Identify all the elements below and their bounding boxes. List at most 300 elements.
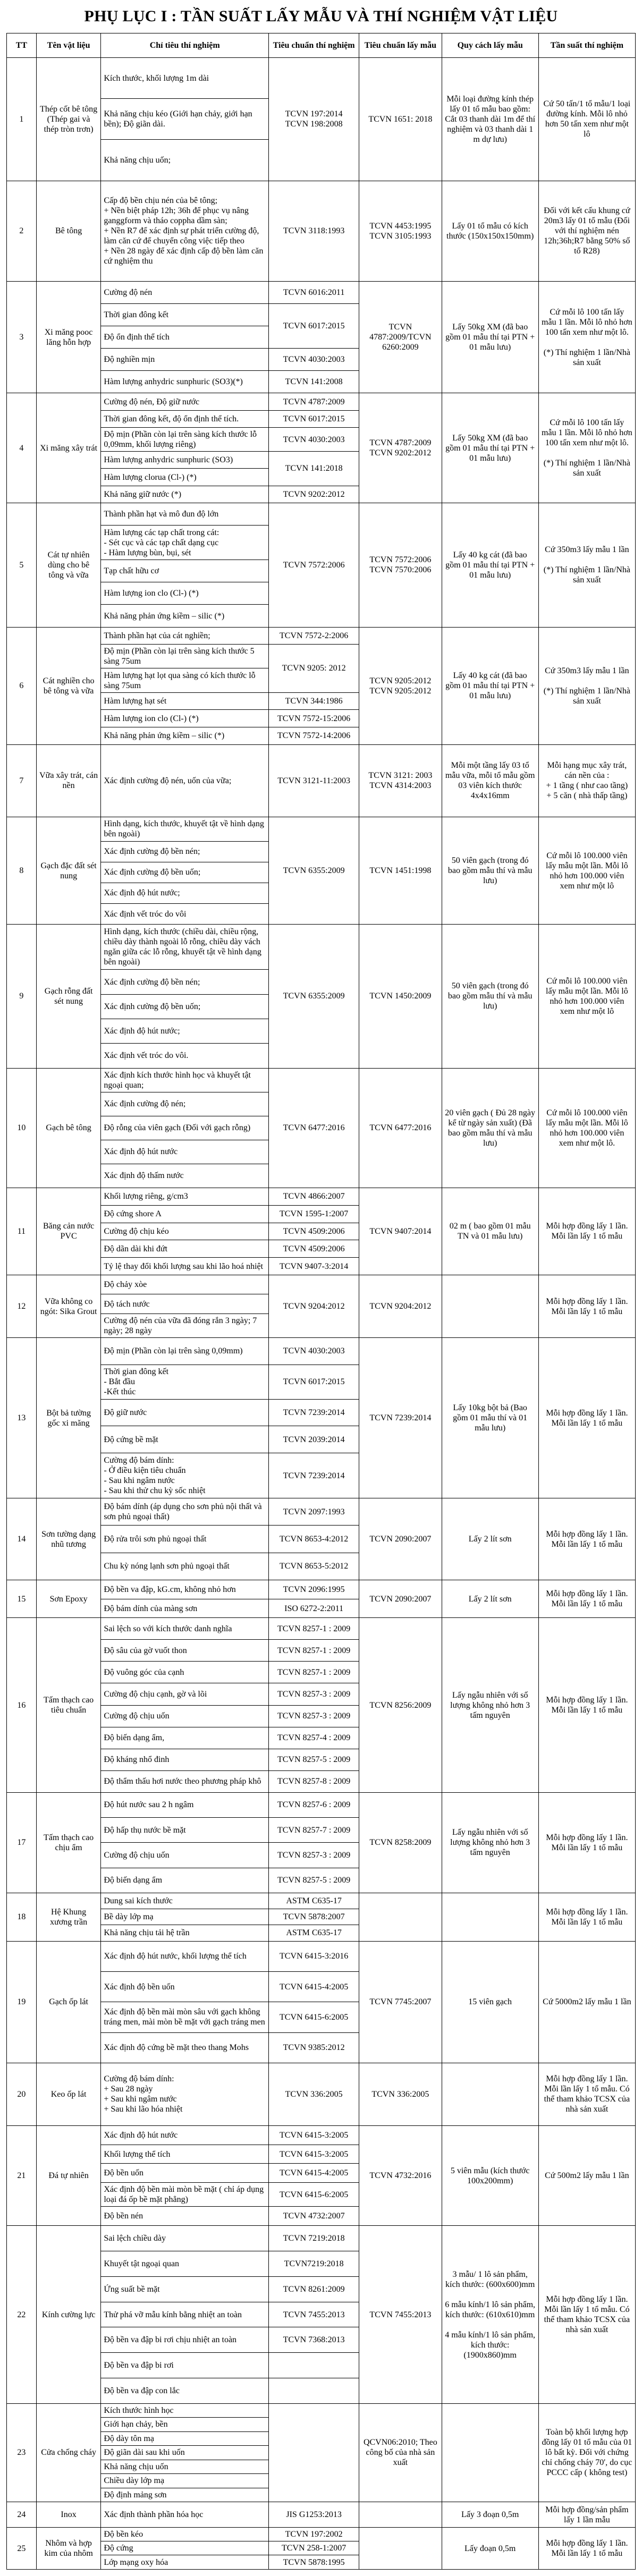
test-criterion: Độ dày tôn mạ bbox=[101, 2431, 269, 2445]
test-frequency: Mỗi hợp đồng lấy 1 lần. Mỗi lần lấy 1 tổ mẫu bbox=[538, 1188, 635, 1275]
test-criterion: Độ bền kéo bbox=[101, 2528, 269, 2541]
test-standard: ASTM C635-17 bbox=[269, 1925, 359, 1941]
sampling-method: Lấy ngẫu nhiên với số lượng không nhỏ hơn 3 tấm nguyên bbox=[442, 1792, 538, 1893]
test-standard: TCVN 8257-5 : 2009 bbox=[269, 1749, 359, 1770]
table-row bbox=[7, 817, 636, 841]
test-standard: TCVN 3118:1993 bbox=[269, 181, 359, 281]
sampling-method: Lấy 3 đoạn 0,5m bbox=[442, 2502, 538, 2527]
table-row bbox=[7, 2502, 636, 2527]
test-criterion: Cấp độ bền chịu nén của bê tông; + Nền biệt pháp 12h; 36h để phục vụ nâng ganggform và tháo coppha dầm sàn; + Nền R7 để xác định sự phát triển cường độ, làm căn cứ để chuyển công việc tiếp theo + Nền 28 ngày để xác định cấp độ bền làm căn cứ nghiệm thu bbox=[101, 181, 269, 281]
test-frequency: Mỗi hợp đồng lấy 1 lần. Mỗi lần lấy 1 tổ mẫu. Có thể tham khảo TCSX của nhà sản xuất bbox=[538, 2063, 635, 2125]
material-name: Thép cốt bê tông (Thép gai và thép tròn trơn) bbox=[36, 58, 100, 181]
test-criterion: Xác định độ cứng bề mặt theo thang Mohs bbox=[101, 2032, 269, 2063]
test-standard: TCVN 8257-7 : 2009 bbox=[269, 1818, 359, 1843]
material-name: Sơn tường dạng nhũ tương bbox=[36, 1498, 100, 1580]
material-name: Sơn Epoxy bbox=[36, 1580, 100, 1618]
test-criterion: Độ hấp thụ nước bề mặt bbox=[101, 1818, 269, 1843]
material-name: Nhôm và hợp kim của nhôm bbox=[36, 2528, 100, 2570]
test-criterion: Khả năng giữ nước (*) bbox=[101, 486, 269, 503]
table-row bbox=[7, 281, 636, 303]
test-criterion: Xác định độ hút nước bbox=[101, 2125, 269, 2145]
test-standard: ISO 6272-2:2011 bbox=[269, 1599, 359, 1618]
test-standard: TCVN 8257-4 : 2009 bbox=[269, 1727, 359, 1749]
test-standard: TCVN 8257-5 : 2009 bbox=[269, 1868, 359, 1893]
row-number: 1 bbox=[7, 58, 37, 181]
test-criterion: Độ bền nén bbox=[101, 2207, 269, 2226]
test-criterion: Xác định vết tróc do vôi bbox=[101, 903, 269, 924]
test-criterion: Tỷ lệ thay đổi khối lượng sau khi lão hoá nhiệt bbox=[101, 1258, 269, 1275]
test-criterion: Hàm lượng hạt lọt qua sàng có kích thước lỗ sàng 75um bbox=[101, 668, 269, 692]
sampling-standard: TCVN 7572:2006 TCVN 7570:2006 bbox=[359, 503, 442, 627]
test-criterion: Chiều dày lớp mạ bbox=[101, 2474, 269, 2488]
test-criterion: Lớp mạng oxy hóa bbox=[101, 2555, 269, 2570]
material-name: Gạch đặc đất sét nung bbox=[36, 817, 100, 925]
test-frequency: Cứ 500m2 lấy mẫu 1 lần bbox=[538, 2125, 635, 2225]
test-criterion: Độ biến dạng ẩm, bbox=[101, 1727, 269, 1749]
test-criterion: Độ rửa trôi sơn phủ ngoại thất bbox=[101, 1526, 269, 1553]
test-criterion: Xác định độ hút nước, khối lượng thể tích bbox=[101, 1941, 269, 1971]
test-criterion: Độ bám dính (áp dụng cho sơn phủ nội thất và sơn phủ ngoại thất) bbox=[101, 1498, 269, 1526]
test-criterion: Độ mịn (Phần còn lại trên sàng 0,09mm) bbox=[101, 1338, 269, 1365]
test-criterion: Độ bền va đập, kG.cm, không nhỏ hơn bbox=[101, 1580, 269, 1599]
row-number: 25 bbox=[7, 2528, 37, 2570]
material-name: Đá tự nhiên bbox=[36, 2125, 100, 2225]
material-name: Tấm thạch cao tiêu chuẩn bbox=[36, 1618, 100, 1792]
test-criterion: Độ bền va đập con lắc bbox=[101, 2378, 269, 2404]
material-name: Kính cường lực bbox=[36, 2226, 100, 2404]
test-criterion: Xác định kích thước hình học và khuyết tật ngoại quan; bbox=[101, 1068, 269, 1092]
test-standard: TCVN 4030:2003 bbox=[269, 427, 359, 451]
test-criterion: Xác định độ thấm nước bbox=[101, 1164, 269, 1188]
test-standard: TCVN 9407-3:2014 bbox=[269, 1258, 359, 1275]
test-criterion: Xác định thành phần hóa học bbox=[101, 2502, 269, 2527]
test-standard: TCVN 7572-15:2006 bbox=[269, 710, 359, 727]
test-standard: TCVN 7572-2:2006 bbox=[269, 627, 359, 645]
test-criterion: Xác định cường độ bền uốn; bbox=[101, 994, 269, 1019]
sampling-standard: TCVN 7455:2013 bbox=[359, 2226, 442, 2404]
test-criterion: Thử phá vỡ mẫu kính bằng nhiệt an toàn bbox=[101, 2302, 269, 2327]
test-frequency: Mỗi hợp đồng lấy 1 lần. Mỗi lần lấy 1 tổ mẫu bbox=[538, 2528, 635, 2570]
test-criterion: Độ bền uốn bbox=[101, 2164, 269, 2183]
table-row bbox=[7, 1580, 636, 1599]
test-criterion: Khả năng phản ứng kiềm – silic (*) bbox=[101, 727, 269, 744]
test-criterion: Độ bền va đập bi rơi chịu nhiệt an toàn bbox=[101, 2327, 269, 2353]
table-row bbox=[7, 744, 636, 817]
sampling-method: Mỗi loại đường kính thép lấy 01 tổ mẫu bao gồm: Cắt 03 thanh dài 1m để thí nghiệm và 03 thanh dài 1 m dự lưu) bbox=[442, 58, 538, 181]
sampling-method: 50 viên gạch (trong đó bao gồm mẫu thí và mẫu lưu) bbox=[442, 925, 538, 1068]
test-standard: TCVN 141:2008 bbox=[269, 371, 359, 393]
sampling-method bbox=[442, 2063, 538, 2125]
test-frequency: Mỗi hợp đồng/sản phẩm lấy 1 lần mẫu bbox=[538, 2502, 635, 2527]
test-criterion: Cường độ nén, Độ giữ nước bbox=[101, 393, 269, 410]
test-criterion: Độ mịn (Phần còn lại trên sàng kích thước lỗ 0,09mm, khối lượng riêng) bbox=[101, 427, 269, 451]
test-criterion: Độ biến dạng ẩm bbox=[101, 1868, 269, 1893]
test-standard: TCVN 6415-3:2016 bbox=[269, 1941, 359, 1971]
test-standard: TCVN 9202:2012 bbox=[269, 486, 359, 503]
test-standard: TCVN 2039:2014 bbox=[269, 1426, 359, 1453]
test-criterion: Xác định vết tróc do vôi. bbox=[101, 1044, 269, 1068]
test-criterion: Chu kỳ nóng lạnh sơn phủ ngoại thất bbox=[101, 1553, 269, 1580]
row-number: 14 bbox=[7, 1498, 37, 1580]
sampling-method bbox=[442, 1893, 538, 1941]
header-tt: TT bbox=[7, 33, 37, 58]
test-standard: TCVN 6415-4:2005 bbox=[269, 1971, 359, 2002]
test-standard: TCVN 8257-8 : 2009 bbox=[269, 1770, 359, 1792]
test-frequency: Cứ 50 tấn/1 tổ mẫu/1 loại đường kính. Mỗi lô nhỏ hơn 50 tấn xem như một lô bbox=[538, 58, 635, 181]
row-number: 7 bbox=[7, 744, 37, 817]
test-standard: TCVN 9205: 2012 bbox=[269, 645, 359, 693]
table-body bbox=[7, 58, 636, 2570]
test-criterion: Độ giữ nước bbox=[101, 1399, 269, 1426]
material-name: Xi măng xây trát bbox=[36, 393, 100, 503]
test-criterion: Khả năng chịu kéo (Giới hạn chảy, giới hạn bền); Độ giãn dài. bbox=[101, 99, 269, 140]
test-standard: TCVN 1595-1:2007 bbox=[269, 1205, 359, 1223]
sampling-method: 50 viên gạch (trong đó bao gồm mẫu thí và mẫu lưu) bbox=[442, 817, 538, 925]
test-standard: TCVN 6016:2011 bbox=[269, 281, 359, 303]
test-criterion: Kích thước hình học bbox=[101, 2403, 269, 2417]
test-criterion: Cường độ bám dính: + Sau 28 ngày + Sau khi ngâm nước + Sau khi lão hóa nhiệt bbox=[101, 2063, 269, 2125]
test-frequency: Cứ mỗi lô 100 tấn lấy mẫu 1 lần. Mỗi lô nhỏ hơn 100 tấn xem như một lô. (*) Thí nghiệm 1 lần/Nhà sản xuất bbox=[538, 393, 635, 503]
test-criterion: Khối lượng thể tích bbox=[101, 2145, 269, 2164]
test-standard: TCVN 9204:2012 bbox=[269, 1275, 359, 1337]
sampling-standard: TCVN 3121: 2003 TCVN 4314:2003 bbox=[359, 744, 442, 817]
test-criterion: Xác định độ hút nước; bbox=[101, 1019, 269, 1043]
test-standard: TCVN 8257-3 : 2009 bbox=[269, 1683, 359, 1705]
row-number: 19 bbox=[7, 1941, 37, 2063]
test-standard: JIS G1253:2013 bbox=[269, 2502, 359, 2527]
test-criterion: Giới hạn chảy, bền bbox=[101, 2418, 269, 2431]
test-frequency: Cứ mỗi lô 100.000 viên lấy mẫu một lần. Mỗi lô nhỏ hơn 100.000 viên xem như một lô bbox=[538, 925, 635, 1068]
test-standard bbox=[269, 2353, 359, 2378]
row-number: 13 bbox=[7, 1338, 37, 1498]
table-row bbox=[7, 2528, 636, 2541]
test-criterion: Thành phần hạt và mô đun độ lớn bbox=[101, 503, 269, 525]
test-criterion: Độ kháng nhổ đinh bbox=[101, 1749, 269, 1770]
test-standard: TCVN 7455:2013 bbox=[269, 2302, 359, 2327]
test-criterion: Độ thẩm thấu hơi nước theo phương pháp khô bbox=[101, 1770, 269, 1792]
test-frequency: Mỗi hợp đồng lấy 1 lần. Mỗi lần lấy 1 tổ mẫu bbox=[538, 1498, 635, 1580]
table-row bbox=[7, 2063, 636, 2125]
test-standard: TCVN 8257-1 : 2009 bbox=[269, 1662, 359, 1683]
material-name: Cửa chống cháy bbox=[36, 2403, 100, 2502]
table-header-row bbox=[7, 33, 636, 58]
table-row bbox=[7, 1338, 636, 1365]
sampling-method: Lấy 2 lít sơn bbox=[442, 1498, 538, 1580]
test-criterion: Cường độ bám dính: - Ở điều kiện tiêu chuẩn - Sau khi ngâm nước - Sau khi thử chu kỳ sốc nhiệt bbox=[101, 1453, 269, 1498]
test-criterion: Xác định cường độ bền nén; bbox=[101, 841, 269, 862]
table-row bbox=[7, 181, 636, 281]
test-criterion: Hình dạng, kích thước (chiều dài, chiều rộng, chiều dày thành ngoài lỗ rỗng, chiều dày vách ngăn giữa các lỗ rỗng, khuyết tật về hình dạng bên ngoài) bbox=[101, 925, 269, 970]
test-standard: TCVN 4030:2003 bbox=[269, 1338, 359, 1365]
table-row bbox=[7, 2403, 636, 2417]
test-standard: TCVN 6355:2009 bbox=[269, 817, 359, 925]
row-number: 10 bbox=[7, 1068, 37, 1188]
row-number: 3 bbox=[7, 281, 37, 393]
test-standard: TCVN 2096:1995 bbox=[269, 1580, 359, 1599]
test-criterion: Xác định cường độ bền uốn; bbox=[101, 862, 269, 883]
test-standard: TCVN 336:2005 bbox=[269, 2063, 359, 2125]
table-row bbox=[7, 503, 636, 525]
test-standard: TCVN 5878:1995 bbox=[269, 2555, 359, 2570]
table-row bbox=[7, 1275, 636, 1294]
test-standard bbox=[269, 2403, 359, 2502]
test-standard: TCVN 6017:2015 bbox=[269, 1365, 359, 1399]
row-number: 4 bbox=[7, 393, 37, 503]
table-row bbox=[7, 2125, 636, 2145]
test-standard: TCVN 5878:2007 bbox=[269, 1909, 359, 1925]
material-name: Gạch bê tông bbox=[36, 1068, 100, 1188]
material-name: Vữa xây trát, cán nền bbox=[36, 744, 100, 817]
test-criterion: Khả năng chịu tải hệ trần bbox=[101, 1925, 269, 1941]
test-criterion: Xác định cường độ nén, uốn của vữa; bbox=[101, 744, 269, 817]
test-criterion: Xác định độ hút nước bbox=[101, 1140, 269, 1164]
test-criterion: Cường độ chịu cạnh, gờ và lõi bbox=[101, 1683, 269, 1705]
test-criterion: Hàm lượng anhydric sunphuric (SO3) bbox=[101, 452, 269, 469]
table-row bbox=[7, 1068, 636, 1092]
sampling-standard: TCVN 336:2005 bbox=[359, 2063, 442, 2125]
test-standard: TCVN 7572:2006 bbox=[269, 503, 359, 627]
sampling-method: Lấy 50kg XM (đã bao gồm 01 mẫu thí tại PTN + 01 mẫu lưu) bbox=[442, 281, 538, 393]
test-criterion: Độ cứng bbox=[101, 2541, 269, 2555]
test-criterion: Hàm lượng hạt sét bbox=[101, 692, 269, 710]
test-criterion: Bề dày lớp mạ bbox=[101, 1909, 269, 1925]
test-standard: TCVN 8257-6 : 2009 bbox=[269, 1792, 359, 1817]
sampling-method: Lấy 2 lít sơn bbox=[442, 1580, 538, 1618]
table-row bbox=[7, 925, 636, 970]
test-frequency: Mỗi hợp đồng lấy 1 lần. Mỗi lần lấy 1 tổ mẫu bbox=[538, 1338, 635, 1498]
sampling-standard bbox=[359, 2502, 442, 2527]
row-number: 24 bbox=[7, 2502, 37, 2527]
sampling-method: 5 viên mẫu (kích thước 100x200mm) bbox=[442, 2125, 538, 2225]
table-row bbox=[7, 627, 636, 645]
sampling-method: 15 viên gạch bbox=[442, 1941, 538, 2063]
test-criterion: Xác định cường độ nén; bbox=[101, 1092, 269, 1116]
test-criterion: Hàm lượng các tạp chất trong cát: - Sét cục và các tạp chất dạng cục - Hàm lượng bùn, bụi, sét bbox=[101, 526, 269, 560]
test-frequency: Cứ 350m3 lấy mẫu 1 lần (*) Thí nghiệm 1 lần/Nhà sản xuất bbox=[538, 503, 635, 627]
test-standard: TCVN 7219:2018 bbox=[269, 2226, 359, 2251]
row-number: 18 bbox=[7, 1893, 37, 1941]
row-number: 8 bbox=[7, 817, 37, 925]
sampling-standard: TCVN 2090:2007 bbox=[359, 1498, 442, 1580]
table-row bbox=[7, 58, 636, 99]
test-criterion: Cường độ chịu uốn bbox=[101, 1843, 269, 1868]
test-standard: TCVN 6415-3:2005 bbox=[269, 2145, 359, 2164]
test-standard: TCVN 6477:2016 bbox=[269, 1068, 359, 1188]
sampling-standard: TCVN 4732:2016 bbox=[359, 2125, 442, 2225]
header-test-frequency: Tần suất thí nghiệm bbox=[538, 33, 635, 58]
sampling-method: 20 viên gạch ( Đủ 28 ngày kể từ ngày sản xuất) (Đã bao gồm mẫu thí và mẫu lưu) bbox=[442, 1068, 538, 1188]
sampling-method: Lấy ngẫu nhiên với số lượng không nhỏ hơn 3 tấm nguyên bbox=[442, 1618, 538, 1792]
test-standard: TCVN 4509:2006 bbox=[269, 1240, 359, 1258]
test-criterion: Cường độ chịu kéo bbox=[101, 1223, 269, 1240]
test-standard: TCVN 6017:2015 bbox=[269, 410, 359, 427]
sampling-method: Lấy 50kg XM (đã bao gồm 01 mẫu thí tại PTN + 01 mẫu lưu) bbox=[442, 393, 538, 503]
test-criterion: Hàm lượng clorua (Cl-) (*) bbox=[101, 469, 269, 486]
test-criterion: Hàm lượng anhydric sunphuric (SO3)(*) bbox=[101, 371, 269, 393]
test-standard: TCVN 8257-1 : 2009 bbox=[269, 1640, 359, 1662]
test-standard: TCVN 4030:2003 bbox=[269, 349, 359, 371]
test-criterion: Khả năng phản ứng kiềm – silic (*) bbox=[101, 605, 269, 627]
test-standard: TCVN 197:2014 TCVN 198:2008 bbox=[269, 58, 359, 181]
test-frequency: Mỗi hợp đồng lấy 1 lần. Mỗi lần lấy 1 tổ mẫu bbox=[538, 1580, 635, 1618]
test-standard: TCVN 6415-3:2005 bbox=[269, 2125, 359, 2145]
row-number: 2 bbox=[7, 181, 37, 281]
test-criterion: Độ rỗng của viên gạch (Đối với gạch rỗng) bbox=[101, 1116, 269, 1140]
test-criterion: Xác định độ hút nước; bbox=[101, 883, 269, 903]
test-standard: TCVN 6415-6:2005 bbox=[269, 2002, 359, 2032]
table-row bbox=[7, 1792, 636, 1817]
test-criterion: Thời gian đông kết bbox=[101, 304, 269, 326]
sampling-method: 3 mẫu/ 1 lô sản phẩm, kích thước: (600x600)mm 6 mẫu kính/1 lô sản phẩm, kích thước: (610x610)mm 4 mẫu kính/1 lô sản phẩm, kích thước: (1900x860)mm bbox=[442, 2226, 538, 2404]
test-standard: TCVN 6017:2015 bbox=[269, 304, 359, 349]
sampling-standard: TCVN 9205:2012 TCVN 9205:2012 bbox=[359, 627, 442, 744]
sampling-standard: TCVN 4453:1995 TCVN 3105:1993 bbox=[359, 181, 442, 281]
page-title: PHỤ LỤC I : TẦN SUẤT LẤY MẪU VÀ THÍ NGHIỆM VẬT LIỆU bbox=[84, 7, 558, 25]
test-standard: TCVN 7239:2014 bbox=[269, 1453, 359, 1498]
test-standard: TCVN 6355:2009 bbox=[269, 925, 359, 1068]
test-criterion: Cường độ chịu uốn bbox=[101, 1705, 269, 1727]
test-standard: TCVN 4732:2007 bbox=[269, 2207, 359, 2226]
test-criterion: Cường độ nén bbox=[101, 281, 269, 303]
test-criterion: Độ bám dính của màng sơn bbox=[101, 1599, 269, 1618]
test-frequency: Cứ mỗi lô 100.000 viên lấy mẫu một lần. Mỗi lô nhỏ hơn 100.000 viên xem như một lô. bbox=[538, 1068, 635, 1188]
row-number: 12 bbox=[7, 1275, 37, 1337]
sampling-method: Lấy 40 kg cát (đã bao gồm 01 mẫu thí tại PTN + 01 mẫu lưu) bbox=[442, 627, 538, 744]
test-criterion: Hàm lượng ion clo (Cl-) (*) bbox=[101, 710, 269, 727]
material-name: Cát tự nhiên dùng cho bê tông và vữa bbox=[36, 503, 100, 627]
test-criterion: Độ giãn dài sau khi uốn bbox=[101, 2446, 269, 2460]
test-frequency: Toàn bộ khối lượng hợp đồng lấy 01 tổ mẫu của 01 lô bất kỳ. Đối với chứng chỉ chống cháy 70', do cục PCCC cấp ( không test) bbox=[538, 2403, 635, 2502]
material-name: Cát nghiền cho bê tông và vữa bbox=[36, 627, 100, 744]
sampling-standard: TCVN 4787:2009 TCVN 9202:2012 bbox=[359, 393, 442, 503]
material-name: Inox bbox=[36, 2502, 100, 2527]
test-standard: TCVN 8653-5:2012 bbox=[269, 1553, 359, 1580]
test-criterion: Thời gian đông kết - Bắt đầu -Kết thúc bbox=[101, 1365, 269, 1399]
test-standard: TCVN 258-1:2007 bbox=[269, 2541, 359, 2555]
test-criterion: Sai lệch so với kích thước danh nghĩa bbox=[101, 1618, 269, 1640]
test-frequency: Mỗi hợp đồng lấy 1 lần. Mỗi lần lấy 1 tổ mẫu bbox=[538, 1275, 635, 1337]
sampling-standard: TCVN 7745:2007 bbox=[359, 1941, 442, 2063]
test-criterion: Độ dãn dài khi đứt bbox=[101, 1240, 269, 1258]
test-criterion: Sai lệch chiều dày bbox=[101, 2226, 269, 2251]
test-frequency: Mỗi hợp đồng lấy 1 lần. Mỗi lần lấy 1 tổ mẫu bbox=[538, 1618, 635, 1792]
test-standard: TCVN 8257-1 : 2009 bbox=[269, 1618, 359, 1640]
material-name: Băng cản nước PVC bbox=[36, 1188, 100, 1275]
table-row bbox=[7, 1188, 636, 1205]
sampling-standard: TCVN 1450:2009 bbox=[359, 925, 442, 1068]
test-criterion: Độ mịn (Phần còn lại trên sàng kích thước 5 sàng 75um bbox=[101, 645, 269, 668]
test-criterion: Khối lượng riêng, g/cm3 bbox=[101, 1188, 269, 1205]
test-criterion: Khả năng chịu uốn bbox=[101, 2460, 269, 2473]
test-criterion: Ứng suất bề mặt bbox=[101, 2276, 269, 2302]
table-row bbox=[7, 1618, 636, 1640]
test-standard: TCVN 8257-3 : 2009 bbox=[269, 1705, 359, 1727]
test-standard: TCVN7219:2018 bbox=[269, 2251, 359, 2277]
test-standard: TCVN 7239:2014 bbox=[269, 1399, 359, 1426]
test-criterion: Khuyết tật ngoại quan bbox=[101, 2251, 269, 2277]
row-number: 17 bbox=[7, 1792, 37, 1893]
test-criterion: Độ chảy xòe bbox=[101, 1275, 269, 1294]
sampling-standard: TCVN 4787:2009/TCVN 6260:2009 bbox=[359, 281, 442, 393]
sampling-method bbox=[442, 1275, 538, 1337]
test-criterion: Độ nghiền mịn bbox=[101, 349, 269, 371]
test-frequency: Mỗi hợp đồng lấy 1 lần. Mỗi lần lấy 1 tổ mẫu bbox=[538, 1792, 635, 1893]
material-sampling-table bbox=[6, 33, 636, 2570]
test-standard: TCVN 197:2002 bbox=[269, 2528, 359, 2541]
test-standard: TCVN 8653-4:2012 bbox=[269, 1526, 359, 1553]
sampling-method: Lấy 01 tổ mẫu có kích thước (150x150x150mm) bbox=[442, 181, 538, 281]
test-frequency: Cứ mỗi lô 100.000 viên lấy mẫu một lần. Mỗi lô nhỏ hơn 100.000 viên xem như một lô bbox=[538, 817, 635, 925]
test-criterion: Dung sai kích thước bbox=[101, 1893, 269, 1909]
row-number: 11 bbox=[7, 1188, 37, 1275]
header-sampling-standard: Tiêu chuẩn lấy mẫu bbox=[359, 33, 442, 58]
header-material-name: Tên vật liệu bbox=[36, 33, 100, 58]
row-number: 5 bbox=[7, 503, 37, 627]
material-name: Xi măng pooc lăng hỗn hợp bbox=[36, 281, 100, 393]
test-criterion: Độ tách nước bbox=[101, 1294, 269, 1314]
sampling-standard: TCVN 8256:2009 bbox=[359, 1618, 442, 1792]
material-name: Vữa không co ngót: Sika Grout bbox=[36, 1275, 100, 1337]
sampling-method: 02 m ( bao gồm 01 mẫu TN và 01 mẫu lưu) bbox=[442, 1188, 538, 1275]
test-frequency: Cứ 5000m2 lấy mẫu 1 lần bbox=[538, 1941, 635, 2063]
sampling-standard: QCVN06:2010; Theo công bố của nhà sản xuất bbox=[359, 2403, 442, 2502]
test-standard: TCVN 6415-6:2005 bbox=[269, 2183, 359, 2207]
test-criterion: Độ định mảng sơn bbox=[101, 2488, 269, 2502]
test-criterion: Hình dạng, kích thước, khuyết tật về hình dạng bên ngoài) bbox=[101, 817, 269, 841]
test-criterion: Thành phần hạt của cát nghiền; bbox=[101, 627, 269, 645]
test-criterion: Khả năng chịu uốn; bbox=[101, 140, 269, 181]
test-standard: TCVN 7368:2013 bbox=[269, 2327, 359, 2353]
sampling-method: Lấy đoạn 0,5m bbox=[442, 2528, 538, 2570]
row-number: 22 bbox=[7, 2226, 37, 2404]
row-number: 9 bbox=[7, 925, 37, 1068]
test-standard: TCVN 344:1986 bbox=[269, 692, 359, 710]
material-name: Hệ Khung xương trần bbox=[36, 1893, 100, 1941]
test-criterion: Độ cứng shore A bbox=[101, 1205, 269, 1223]
test-standard: TCVN 4787:2009 bbox=[269, 393, 359, 410]
test-criterion: Độ vuông góc của cạnh bbox=[101, 1662, 269, 1683]
test-criterion: Thời gian đông kết, độ ổn định thể tích. bbox=[101, 410, 269, 427]
test-criterion: Độ cứng bề mặt bbox=[101, 1426, 269, 1453]
sampling-standard: TCVN 2090:2007 bbox=[359, 1580, 442, 1618]
material-name: Keo ốp lát bbox=[36, 2063, 100, 2125]
test-standard: TCVN 4866:2007 bbox=[269, 1188, 359, 1205]
material-name: Gạch ốp lát bbox=[36, 1941, 100, 2063]
sampling-standard: TCVN 7239:2014 bbox=[359, 1338, 442, 1498]
sampling-method bbox=[442, 2403, 538, 2502]
test-frequency: Cứ 350m3 lấy mẫu 1 lần (*) Thí nghiệm 1 lần/Nhà sản xuất bbox=[538, 627, 635, 744]
sampling-standard bbox=[359, 2528, 442, 2570]
test-criterion: Xác định độ bền uốn bbox=[101, 1971, 269, 2002]
material-name: Bê tông bbox=[36, 181, 100, 281]
test-frequency: Mỗi hợp đồng lấy 1 lần. Mỗi lần lấy 1 tổ mẫu. Có thể tham khảo TCSX của nhà sản xuất bbox=[538, 2226, 635, 2404]
test-frequency: Mỗi hợp đồng lấy 1 lần. Mỗi lần lấy 1 tổ mẫu bbox=[538, 1893, 635, 1941]
sampling-standard: TCVN 9204:2012 bbox=[359, 1275, 442, 1337]
test-standard bbox=[269, 2378, 359, 2404]
sampling-standard: TCVN 1451:1998 bbox=[359, 817, 442, 925]
test-criterion: Hàm lượng ion clo (Cl-) (*) bbox=[101, 582, 269, 605]
table-row bbox=[7, 1498, 636, 1526]
test-criterion: Xác định độ bền mài mòn sâu với gạch không tráng men, mài mòn bề mặt với gạch tráng men bbox=[101, 2002, 269, 2032]
test-criterion: Xác định độ bền mài mòn bề mặt ( chỉ áp dụng loại đá ốp bề mặt phẳng) bbox=[101, 2183, 269, 2207]
test-standard: TCVN 8261:2009 bbox=[269, 2276, 359, 2302]
test-criterion: Độ bền va đập bi rơi bbox=[101, 2353, 269, 2378]
table-row bbox=[7, 393, 636, 410]
sampling-standard bbox=[359, 1893, 442, 1941]
test-frequency: Đối với kết cấu khung cứ 20m3 lấy 01 tổ mẫu (Đối với thí nghiệm nén 12h;36h;R7 bằng 50% số tổ R28) bbox=[538, 181, 635, 281]
test-criterion: Cường độ nén của vữa đã đóng rắn 3 ngày; 7 ngày; 28 ngày bbox=[101, 1314, 269, 1337]
test-standard: TCVN 4509:2006 bbox=[269, 1223, 359, 1240]
